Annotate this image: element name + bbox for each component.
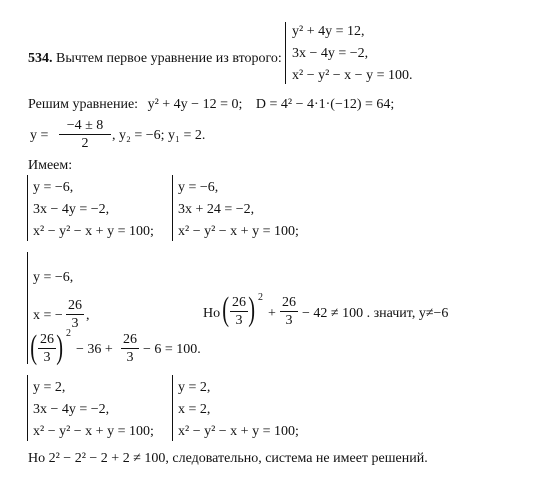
case2-x-tail: , — [86, 308, 90, 323]
case3b-eq-1: y = 2, — [178, 380, 211, 395]
check-den: 3 — [235, 313, 243, 328]
check-den2: 3 — [285, 313, 293, 328]
case2-x-den: 3 — [71, 316, 79, 331]
check-fraction — [230, 295, 248, 328]
case2-line3-den2: 3 — [126, 350, 134, 365]
have-label: Имеем: — [28, 158, 73, 173]
case2-line3-bar2 — [121, 348, 139, 349]
solve-equation: y² + 4y − 12 = 0; — [147, 97, 243, 112]
system-brace — [285, 22, 286, 84]
case2-paren-left: ( — [30, 329, 38, 366]
roots-denominator: 2 — [81, 136, 89, 151]
system-eq-3: x² − y² − x − y = 100. — [292, 68, 413, 83]
conclusion: Но 2² − 2² − 2 + 2 ≠ 100, следовательно, система не имеет решений. — [28, 451, 428, 466]
system-eq-1: y² + 4y = 12, — [292, 24, 365, 39]
problem-number: 534. — [28, 51, 53, 66]
case2-line3-num2: 26 — [123, 332, 137, 347]
case2-paren-right: ) — [56, 329, 64, 366]
case2-line3-fraction2 — [121, 332, 139, 365]
check-num2: 26 — [282, 295, 296, 310]
check-square: 2 — [258, 292, 263, 303]
case3a-eq-1: y = 2, — [33, 380, 66, 395]
roots-numerator: −4 ± 8 — [66, 118, 104, 133]
case3b-eq-2: x = 2, — [178, 402, 211, 417]
case1b-eq-1: y = −6, — [178, 180, 219, 195]
case1b-brace — [172, 175, 173, 241]
case3b-eq-3: x² − y² − x + y = 100; — [178, 424, 299, 439]
case2-x-eq: x = − — [33, 308, 63, 323]
check-tail: − 42 ≠ 100 . значит, y≠−6 — [302, 306, 449, 321]
case1b-eq-3: x² − y² − x + y = 100; — [178, 224, 299, 239]
check-fraction2 — [280, 295, 298, 328]
check-prefix: Но — [203, 306, 221, 321]
case2-x-num: 26 — [68, 298, 82, 313]
case1a-eq-2: 3x − 4y = −2, — [33, 202, 110, 217]
problem-intro-text: Вычтем первое уравнение из второго: — [56, 51, 282, 66]
case1a-eq-1: y = −6, — [33, 180, 74, 195]
check-num: 26 — [232, 295, 246, 310]
roots-y-eq: y = — [30, 128, 49, 143]
case2-x-bar — [66, 314, 84, 315]
check-mid: + — [268, 306, 276, 321]
case3b-brace — [172, 375, 173, 441]
problem-intro — [28, 51, 282, 67]
solve-line — [28, 97, 394, 113]
case3a-eq-3: x² − y² − x + y = 100; — [33, 424, 154, 439]
case2-line3-fraction — [38, 332, 56, 365]
case2-line3-num: 26 — [40, 332, 54, 347]
roots-rest: , y₂ = −6; y₁ = 2. — [112, 128, 206, 143]
solve-discriminant: D = 4² − 4·1·(−12) = 64; — [255, 97, 395, 112]
case2-square: 2 — [66, 328, 71, 339]
system-eq-2: 3x − 4y = −2, — [292, 46, 369, 61]
check-bar — [230, 311, 248, 312]
roots-fraction — [59, 118, 111, 151]
case3a-eq-2: 3x − 4y = −2, — [33, 402, 110, 417]
case2-line3-den: 3 — [43, 350, 51, 365]
case1a-eq-3: x² − y² − x + y = 100; — [33, 224, 154, 239]
case2-line3-mid: − 36 + — [76, 342, 113, 357]
case2-line3-tail: − 6 = 100. — [143, 342, 201, 357]
case2-line3-bar — [38, 348, 56, 349]
roots-fraction-bar — [59, 134, 111, 135]
case2-line1: y = −6, — [33, 270, 74, 285]
check-paren-right: ) — [248, 291, 256, 328]
case3a-brace — [27, 375, 28, 441]
solve-label: Решим уравнение: — [28, 97, 139, 112]
check-bar2 — [280, 311, 298, 312]
case1b-eq-2: 3x + 24 = −2, — [178, 202, 255, 217]
check-paren-left: ( — [222, 291, 230, 328]
case1a-brace — [27, 175, 28, 241]
case2-brace — [27, 252, 28, 364]
